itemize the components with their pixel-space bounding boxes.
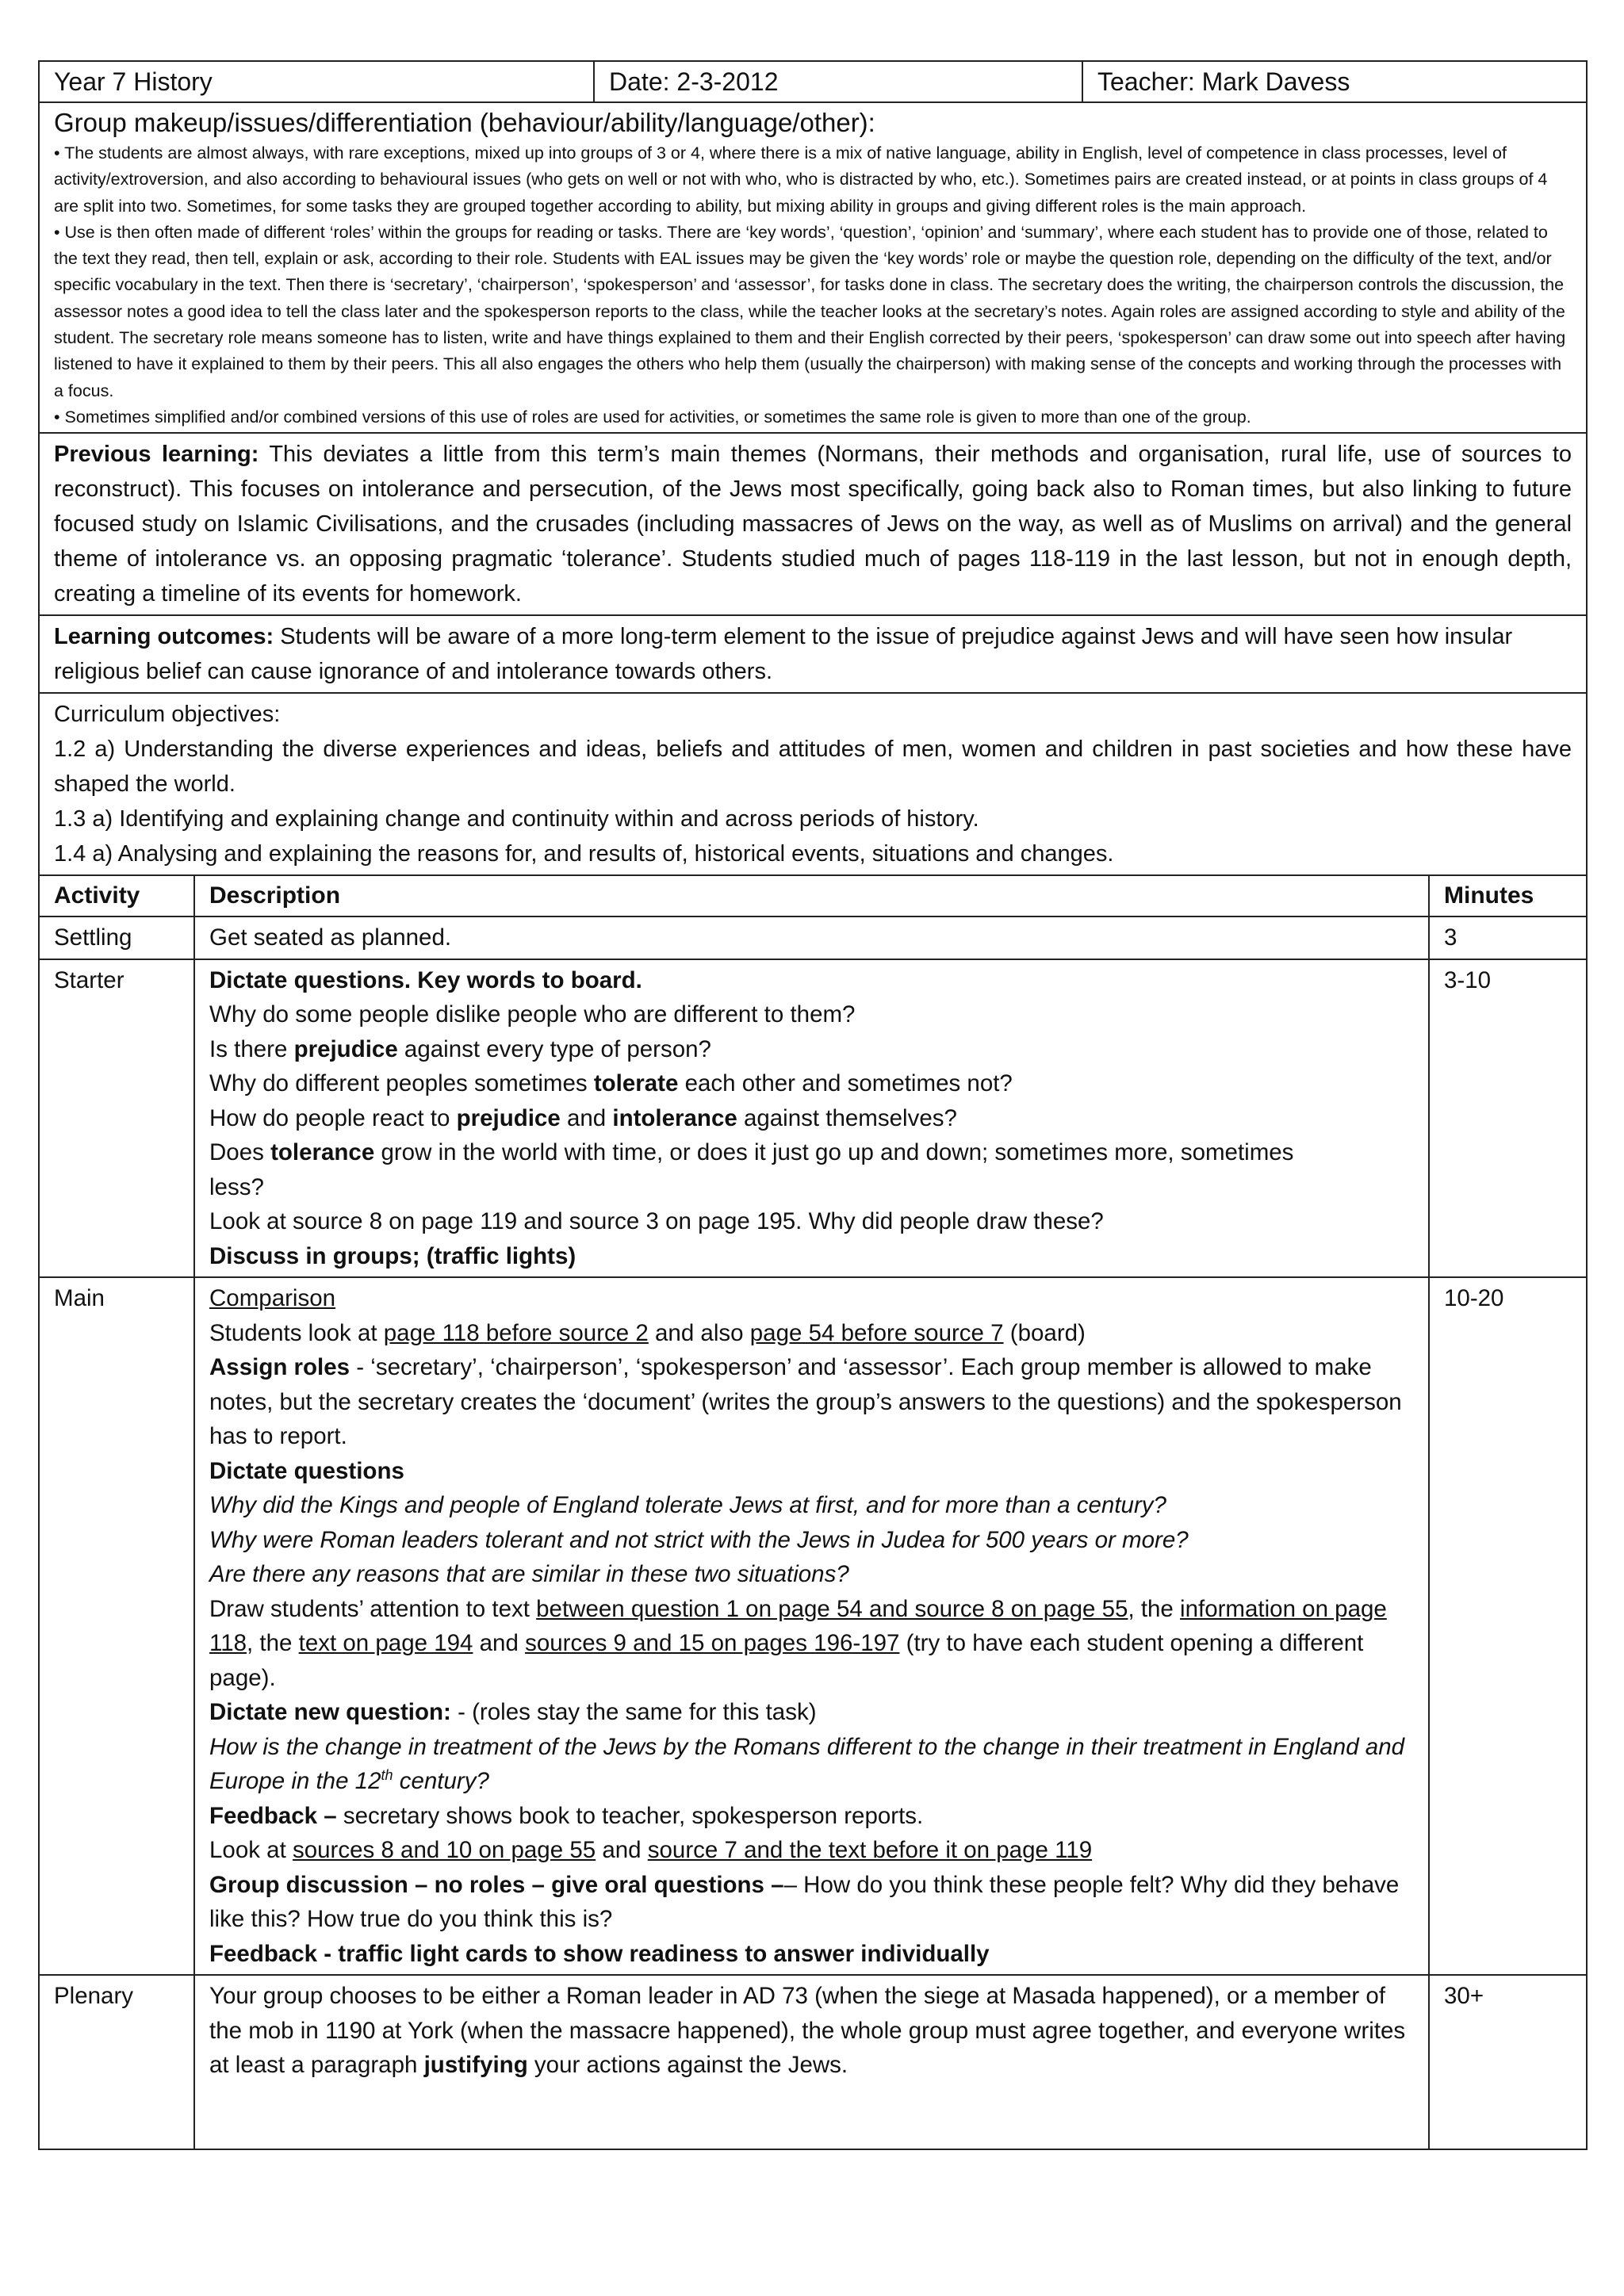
- learning-outcomes-row: [39, 615, 1587, 693]
- text-run: and: [473, 1630, 526, 1657]
- learning-outcomes-cell: [39, 615, 1587, 693]
- plenary-minutes: 30+: [1429, 1975, 1587, 2149]
- main-row: [39, 1277, 1587, 1975]
- starter-question-3: [209, 1066, 1414, 1101]
- minutes-header: Minutes: [1429, 875, 1587, 916]
- main-feedback: [209, 1799, 1414, 1834]
- text-run: secretary shows book to teacher, spokesperson reports.: [336, 1802, 924, 1829]
- starter-row: [39, 959, 1587, 1278]
- text-run: , the: [1128, 1595, 1181, 1622]
- text-run: against themselves?: [737, 1104, 957, 1131]
- curriculum-title: Curriculum objectives:: [54, 702, 281, 728]
- text-run: against every type of person?: [397, 1035, 711, 1062]
- lesson-plan: [38, 60, 1586, 2150]
- keyword-tolerance: tolerance: [270, 1139, 375, 1166]
- main-assign-roles: [209, 1350, 1414, 1454]
- starter-question-6: Look at source 8 on page 119 and source 3 on page 195. Why did people draw these?: [209, 1208, 1104, 1235]
- group-paragraph-1: • The students are almost always, with rare exceptions, mixed up into groups of 3 or 4, where there is a mix of native language, ability in English, level of competence in class processes, level of activity/extroversion, and also according to behavioural issues (who gets on well or not with who, who is distracted by who, etc.). Sometimes pairs are created instead, or at points in class groups of 4 are split into two. Sometimes, for some tasks they are grouped together according to ability, but mixing ability in groups and giving different roles is the main approach.: [54, 144, 1548, 216]
- text-run: century?: [393, 1768, 489, 1795]
- text-run: How is the change in treatment of the Jews by the Romans different to the change in their treatment in England and Europe in the 12: [209, 1733, 1405, 1795]
- date-cell: Date: 2-3-2012: [594, 61, 1082, 102]
- previous-learning: [54, 437, 1572, 611]
- main-dictate-questions: Dictate questions: [209, 1457, 404, 1484]
- keyword-tolerate: tolerate: [593, 1070, 679, 1097]
- text-run: (try to have each student opening a different page).: [209, 1630, 1364, 1691]
- main-question-3: Are there any reasons that are similar in these two situations?: [209, 1561, 849, 1588]
- keyword-prejudice: prejudice: [456, 1104, 561, 1131]
- page-reference: page 118 before source 2: [383, 1319, 649, 1346]
- curriculum-objective-2: 1.3 a) Identifying and explaining change and continuity within and across periods of history.: [54, 806, 979, 832]
- page-reference: sources 8 and 10 on page 55: [292, 1837, 596, 1864]
- text-run: grow in the world with time, or does it just go up and down; sometimes more, sometimes less?: [209, 1139, 1294, 1200]
- main-draw-attention: [209, 1592, 1414, 1696]
- lesson-plan-table: [38, 60, 1588, 2150]
- superscript: th: [381, 1767, 393, 1784]
- starter-question-5: [209, 1135, 1414, 1204]
- description-header: Description: [194, 875, 1429, 916]
- settling-row: [39, 916, 1587, 959]
- learning-outcomes-label: Learning outcomes:: [54, 624, 274, 650]
- page-reference: information on page 118: [209, 1595, 1387, 1657]
- subject-cell: Year 7 History: [39, 61, 594, 102]
- starter-minutes: 3-10: [1429, 959, 1587, 1278]
- group-title: Group makeup/issues/differentiation (behaviour/ability/language/other):: [54, 108, 875, 137]
- starter-question-2: [209, 1032, 1414, 1067]
- text-run: (board): [1003, 1319, 1086, 1346]
- column-header-row: [39, 875, 1587, 916]
- page-reference: source 7 and the text before it on page 119: [647, 1837, 1093, 1864]
- main-minutes: 10-20: [1429, 1277, 1587, 1975]
- curriculum-objective-3: 1.4 a) Analysing and explaining the reasons for, and results of, historical events, situations and changes.: [54, 841, 1114, 867]
- main-description: [194, 1277, 1429, 1975]
- new-question-label: Dictate new question:: [209, 1699, 451, 1726]
- teacher-cell: Teacher: Mark Davess: [1082, 61, 1587, 102]
- text-run: Is there: [209, 1035, 294, 1062]
- main-comparison: Comparison: [209, 1285, 336, 1312]
- curriculum-cell: [39, 693, 1587, 875]
- previous-learning-label: Previous learning:: [54, 442, 259, 468]
- text-run: each other and sometimes not?: [678, 1070, 1013, 1097]
- text-run: Draw students’ attention to text: [209, 1595, 537, 1622]
- main-question-4: [209, 1730, 1414, 1799]
- header-row: [39, 61, 1587, 102]
- keyword-prejudice: prejudice: [293, 1035, 398, 1062]
- main-look-1: [209, 1316, 1414, 1351]
- text-run: - (roles stay the same for this task): [450, 1699, 817, 1726]
- keyword-justifying: justifying: [423, 2052, 528, 2079]
- text-run: How do people react to: [209, 1104, 457, 1131]
- text-run: - ‘secretary’, ‘chairperson’, ‘spokesperson’ and ‘assessor’. Each group member is allowed to make notes, but the secretary creates the ‘document’ (writes the group’s answers to the questions) and the spokesperson has to report.: [209, 1354, 1402, 1450]
- main-group-discussion: [209, 1868, 1414, 1937]
- feedback-label: Feedback –: [209, 1802, 337, 1829]
- page-reference: page 54 before source 7: [749, 1319, 1004, 1346]
- main-question-1: Why did the Kings and people of England tolerate Jews at first, and for more than a century?: [209, 1492, 1166, 1519]
- starter-discuss: Discuss in groups; (traffic lights): [209, 1242, 576, 1269]
- activity-header: Activity: [39, 875, 194, 916]
- starter-question-4: [209, 1101, 1414, 1136]
- previous-learning-text: This deviates a little from this term’s main themes (Normans, their methods and organisation, rural life, use of sources to reconstruct). This focuses on intolerance and persecution, of the Jews most specifically, going back also to Roman times, but also linking to future focused study on Islamic Civilisations, and the crusades (including massacres of Jews on the way, as well as of Muslims on arrival) and the general theme of intolerance vs. an opposing pragmatic ‘tolerance’. Students studied much of pages 118-119 in the last lesson, but not in enough depth, creating a timeline of its events for homework.: [54, 442, 1572, 607]
- main-new-question: [209, 1695, 1414, 1730]
- main-question-2: Why were Roman leaders tolerant and not strict with the Jews in Judea for 500 years or more?: [209, 1526, 1189, 1553]
- group-row: [39, 102, 1587, 433]
- keyword-intolerance: intolerance: [612, 1104, 737, 1131]
- main-look-2: [209, 1833, 1414, 1868]
- main-feedback-traffic-lights: Feedback - traffic light cards to show readiness to answer individually: [209, 1940, 990, 1967]
- settling-description: Get seated as planned.: [194, 916, 1429, 959]
- text-run: Your group chooses to be either a Roman leader in AD 73 (when the siege at Masada happened), or a member of the mob in 1190 at York (when the massacre happened), the whole group must agree together, and everyone writes at least a paragraph: [209, 1983, 1406, 2079]
- text-run: and: [560, 1104, 613, 1131]
- previous-learning-row: [39, 433, 1587, 615]
- group-cell: [39, 102, 1587, 433]
- group-paragraph-2: • Use is then often made of different ‘roles’ within the groups for reading or tasks. There are ‘key words’, ‘question’, ‘opinion’ and ‘summary’, where each student has to provide one of those, related to the text they read, then tell, explain or ask, according to their role. Students with EAL issues may be given the ‘key words’ role or maybe the question role, depending on the difficulty of the text, and/or specific vocabulary in the text. Then there is ‘secretary’, ‘chairperson’, ‘spokesperson’ and ‘assessor’, for tasks done in class. The secretary does the writing, the chairperson controls the discussion, the assessor notes a good idea to tell the class later and the spokesperson reports to the class, while the teacher looks at the secretary’s notes. Again roles are assigned according to style and ability of the student. The secretary role means someone has to listen, write and have things explained to them and their English corrected by their peers, ‘spokesperson’ can draw some out into speech after having listened to have it explained to them by their peers. This all also engages the others who help them (usually the chairperson) with making sense of the concepts and working through the processes with a focus.: [54, 222, 1566, 400]
- settling-activity: Settling: [39, 916, 194, 959]
- text-run: and also: [648, 1319, 750, 1346]
- starter-heading: Dictate questions. Key words to board.: [209, 966, 642, 993]
- text-run: Does: [209, 1139, 271, 1166]
- text-run: Look at: [209, 1837, 293, 1864]
- curriculum-objective-1: 1.2 a) Understanding the diverse experiences and ideas, beliefs and attitudes of men, women and children in past societies and how these have shaped the world.: [54, 737, 1572, 798]
- main-activity: Main: [39, 1277, 194, 1975]
- curriculum-row: [39, 693, 1587, 875]
- text-run: and: [596, 1837, 648, 1864]
- plenary-activity: Plenary: [39, 1975, 194, 2149]
- starter-question-1: Why do some people dislike people who are different to them?: [209, 1001, 856, 1028]
- text-run: , the: [247, 1630, 299, 1657]
- previous-learning-cell: [39, 433, 1587, 615]
- group-discussion-label: Group discussion – no roles – give oral questions –: [209, 1871, 784, 1898]
- text-run: Students look at: [209, 1319, 384, 1346]
- settling-minutes: 3: [1429, 916, 1587, 959]
- assign-roles-label: Assign roles: [209, 1354, 350, 1381]
- page-reference: text on page 194: [298, 1630, 473, 1657]
- starter-description: [194, 959, 1429, 1278]
- plenary-description: [194, 1975, 1429, 2149]
- learning-outcomes: [54, 619, 1572, 689]
- text-run: – How do you think these people felt? Why did they behave like this? How true do you think this is?: [209, 1871, 1400, 1933]
- group-paragraph-3: • Sometimes simplified and/or combined versions of this use of roles are used for activities, or sometimes the same role is given to more than one of the group.: [54, 407, 1251, 427]
- page-reference: between question 1 on page 54 and source 8 on page 55: [536, 1595, 1128, 1622]
- text-run: your actions against the Jews.: [527, 2052, 848, 2079]
- page-reference: sources 9 and 15 on pages 196-197: [525, 1630, 900, 1657]
- text-run: Why do different peoples sometimes: [209, 1070, 594, 1097]
- learning-outcomes-text: Students will be aware of a more long-term element to the issue of prejudice against Jews and will have seen how insular religious belief can cause ignorance of and intolerance towards others.: [54, 624, 1513, 685]
- starter-activity: Starter: [39, 959, 194, 1278]
- plenary-row: [39, 1975, 1587, 2149]
